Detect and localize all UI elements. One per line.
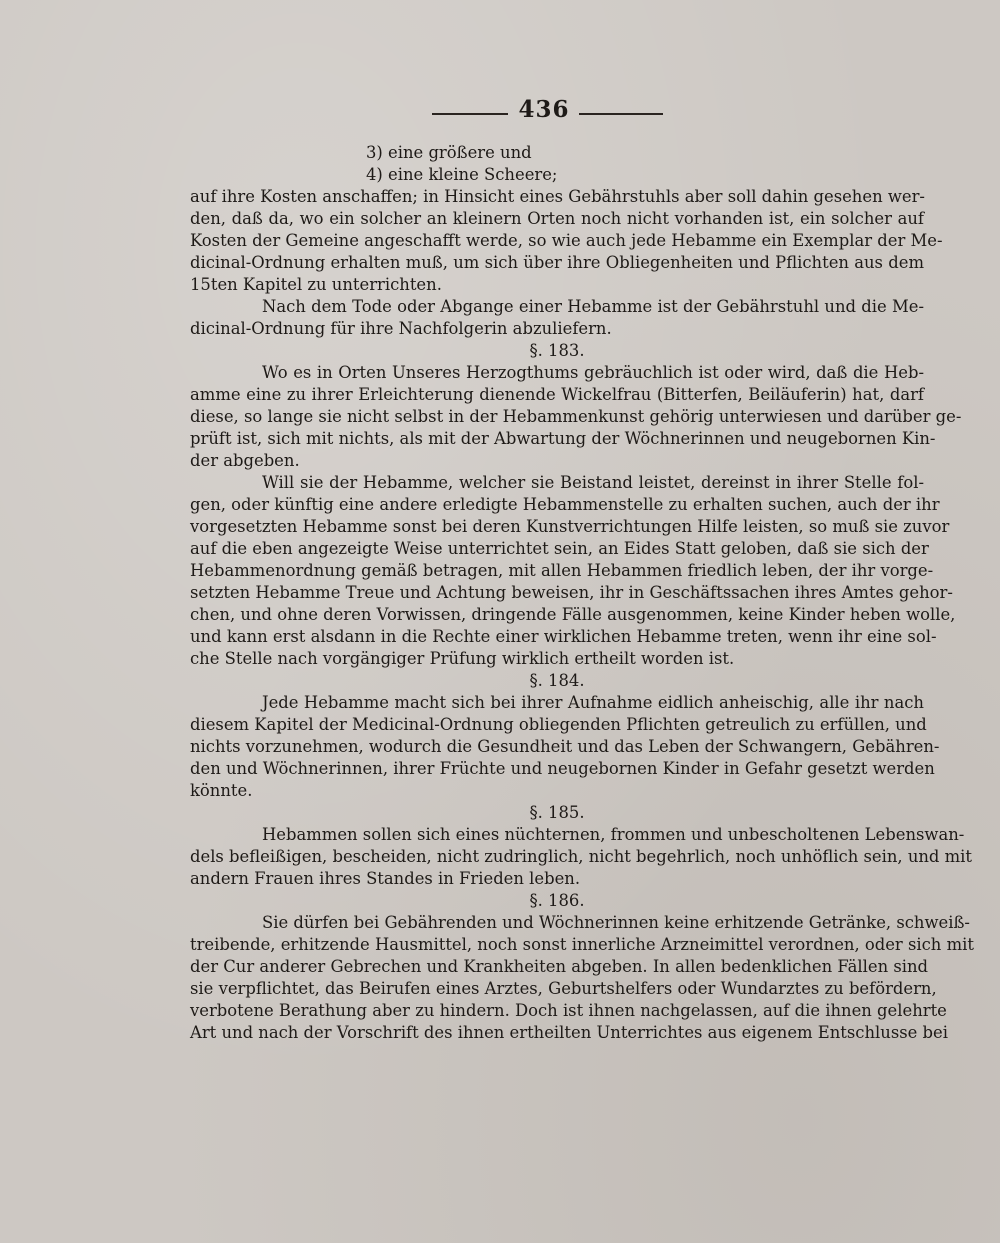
text-line: amme eine zu ihrer Erleichterung dienende Wickelfrau (Bitterfen, Beiläuferin) hat, darf	[190, 385, 924, 404]
page-number: 436	[518, 96, 570, 123]
text-line: Art und nach der Vorschrift des ihnen ertheilten Unterrichtes aus eigenem Entschlusse bei	[190, 1023, 948, 1042]
header-rule-left	[432, 113, 508, 115]
text-line: Hebammen sollen sich eines nüchternen, frommen und unbescholtenen Lebenswan-	[262, 825, 965, 844]
text-line: Jede Hebamme macht sich bei ihrer Aufnahme eidlich anheischig, alle ihr nach	[262, 693, 924, 712]
text-line: andern Frauen ihres Standes in Frieden leben.	[190, 869, 581, 888]
text-line: diesem Kapitel der Medicinal-Ordnung obliegenden Pflichten getreulich zu erfüllen, und	[190, 715, 927, 734]
section-heading: §. 185.	[529, 803, 585, 822]
text-line: chen, und ohne deren Vorwissen, dringende Fälle ausgenommen, keine Kinder heben wolle,	[190, 605, 956, 624]
text-line: prüft ist, sich mit nichts, als mit der Abwartung der Wöchnerinnen und neugebornen Kin-	[190, 429, 936, 448]
text-line: diese, so lange sie nicht selbst in der Hebammenkunst gehörig unterwiesen und darüber ge-	[190, 407, 962, 426]
section-heading: §. 184.	[529, 671, 585, 690]
page-header	[0, 96, 1000, 128]
text-line: Hebammenordnung gemäß betragen, mit allen Hebammen friedlich leben, der ihr vorge-	[190, 561, 934, 580]
text-line: 3) eine größere und	[366, 143, 532, 162]
text-line: verbotene Berathung aber zu hindern. Doch ist ihnen nachgelassen, auf die ihnen gelehrte	[190, 1001, 947, 1020]
text-line: könnte.	[190, 781, 253, 800]
text-line: setzten Hebamme Treue und Achtung beweisen, ihr in Geschäftssachen ihres Amtes gehor-	[190, 583, 953, 602]
text-line: vorgesetzten Hebamme sonst bei deren Kunstverrichtungen Hilfe leisten, so muß sie zuvor	[190, 517, 950, 536]
page-body-text	[190, 142, 974, 1044]
text-line: che Stelle nach vorgängiger Prüfung wirklich ertheilt worden ist.	[190, 649, 735, 668]
text-line: 4) eine kleine Scheere;	[366, 165, 558, 184]
text-line: der Cur anderer Gebrechen und Krankheiten abgeben. In allen bedenklichen Fällen sind	[190, 957, 929, 976]
text-line: Sie dürfen bei Gebährenden und Wöchnerinnen keine erhitzende Getränke, schweiß-	[262, 913, 970, 932]
text-line: Wo es in Orten Unseres Herzogthums gebräuchlich ist oder wird, daß die Heb-	[262, 363, 924, 382]
header-rule-right	[579, 113, 663, 115]
text-line: auf ihre Kosten anschaffen; in Hinsicht eines Gebährstuhls aber soll dahin gesehen wer-	[190, 187, 925, 206]
text-line: den, daß da, wo ein solcher an kleinern Orten noch nicht vorhanden ist, ein solcher auf	[190, 209, 924, 228]
text-line: treibende, erhitzende Hausmittel, noch sonst innerliche Arzneimittel verordnen, oder sich mit	[190, 935, 974, 954]
text-line: Nach dem Tode oder Abgange einer Hebamme ist der Gebährstuhl und die Me-	[262, 297, 924, 316]
section-heading: §. 186.	[529, 891, 585, 910]
text-line: nichts vorzunehmen, wodurch die Gesundheit und das Leben der Schwangern, Gebähren-	[190, 737, 940, 756]
text-line: und kann erst alsdann in die Rechte einer wirklichen Hebamme treten, wenn ihr eine sol-	[190, 627, 937, 646]
text-line: dicinal-Ordnung erhalten muß, um sich über ihre Obliegenheiten und Pflichten aus dem	[190, 253, 924, 272]
text-line: Will sie der Hebamme, welcher sie Beistand leistet, dereinst in ihrer Stelle fol-	[262, 473, 924, 492]
text-line: 15ten Kapitel zu unterrichten.	[190, 275, 442, 294]
text-line: den und Wöchnerinnen, ihrer Früchte und neugebornen Kinder in Gefahr gesetzt werden	[190, 759, 935, 778]
text-line: dicinal-Ordnung für ihre Nachfolgerin abzuliefern.	[190, 319, 612, 338]
text-line: der abgeben.	[190, 451, 300, 470]
section-heading: §. 183.	[529, 341, 585, 360]
text-line: auf die eben angezeigte Weise unterrichtet sein, an Eides Statt geloben, daß sie sich der	[190, 539, 929, 558]
text-line: Kosten der Gemeine angeschafft werde, so wie auch jede Hebamme ein Exemplar der Me-	[190, 231, 943, 250]
text-line: sie verpflichtet, das Beirufen eines Arztes, Geburtshelfers oder Wundarztes zu befördern,	[190, 979, 937, 998]
text-line: dels befleißigen, bescheiden, nicht zudringlich, nicht begehrlich, noch unhöflich sein, und mit	[190, 847, 973, 866]
text-line: gen, oder künftig eine andere erledigte Hebammenstelle zu erhalten suchen, auch der ihr	[190, 495, 940, 514]
